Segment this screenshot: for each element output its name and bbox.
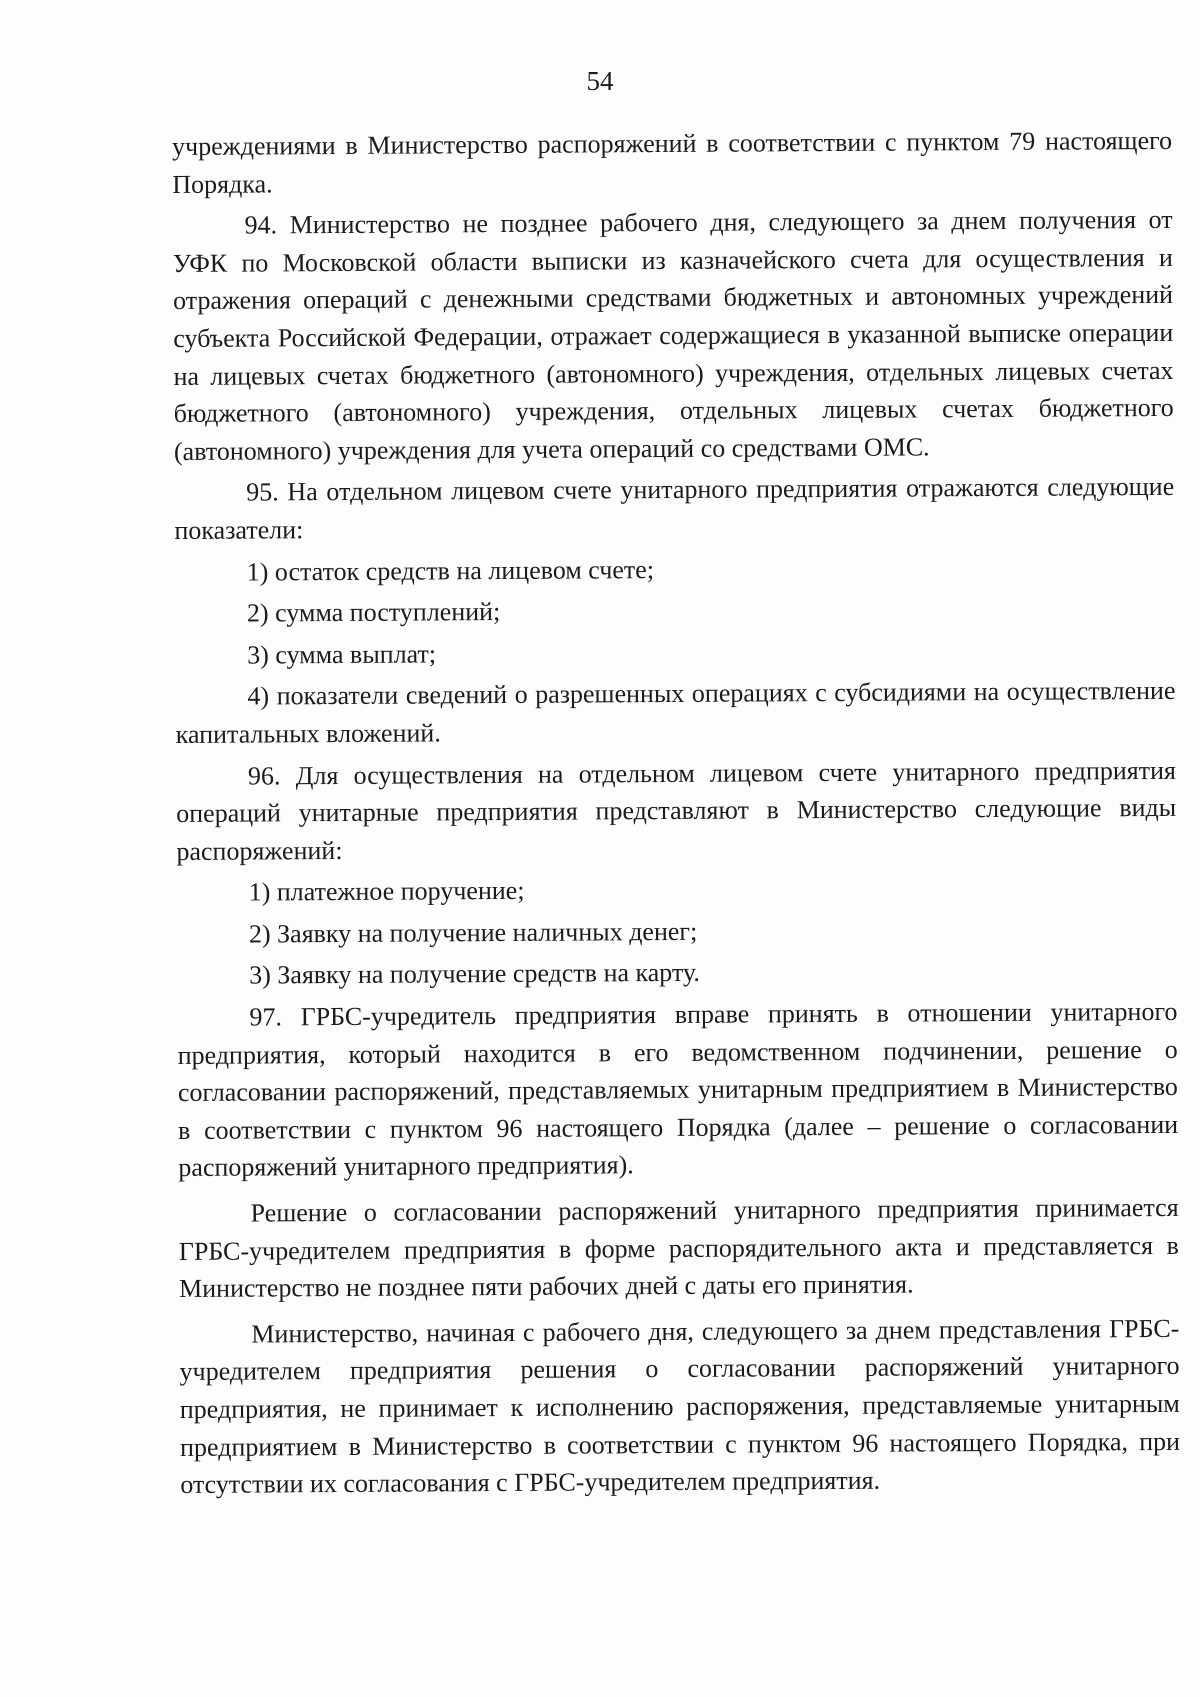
list-item-96-2: 2) Заявку на получение наличных денег; (248, 916, 698, 949)
paragraph-97: 97. ГРБС-учредитель предприятия вправе принять в отношении унитарного предприятия, который находится в его ведомственном подчинении, решение о согласовании распоряжений, представляемых унитарным предприятием в Министерство в соответствии с пунктом 96 настоящего Порядка (далее – решение о согласовании распоряжений унитарного предприятия). (177, 996, 1179, 1183)
list-item-96-1: 1) платежное поручение; (248, 876, 525, 907)
list-item-96-3: 3) Заявку на получение средств на карту. (249, 958, 700, 991)
paragraph-94: 94. Министерство не позднее рабочего дня, следующего за днем получения от УФК по Московской области выписки из казначейского счета для осуществления и отражения операций с денежными средствами бюджетных и автономных учреждений субъекта Российской Федерации, отражает содержащиеся в указанной выписке операции на лицевых счетах бюджетного (автономного) учреждения, отдельных лицевых счетах бюджетного (автономного) учреждения, отдельных лицевых счетах бюджетного (автономного) учреждения для учета операций со средствами ОМС. (172, 205, 1174, 466)
paragraph-97-decision: Решение о согласовании распоряжений унитарного предприятия принимается ГРБС-учредителем предприятия в форме распорядительного акта и представляется в Министерство не позднее пяти рабочих дней с даты его принятия. (178, 1192, 1179, 1304)
list-item-95-4: 4) показатели сведений о разрешенных операциях с субсидиями на осуществление капитальных вложений. (175, 676, 1176, 749)
list-item-95-3: 3) сумма выплат; (247, 639, 437, 670)
paragraph-96: 96. Для осуществления на отдельном лицевом счете унитарного предприятия операций унитарные предприятия представляют в Министерство следующие виды распоряжений: (176, 755, 1177, 866)
paragraph-continuation: учреждениями в Министерство распоряжений в соответствии с пунктом 79 настоящего Порядка. (172, 125, 1173, 199)
list-item-95-1: 1) остаток средств на лицевом счете; (246, 554, 655, 587)
paragraph-95: 95. На отдельном лицевом счете унитарного предприятия отражаются следующие показатели: (174, 472, 1175, 545)
paragraph-97-ministry: Министерство, начиная с рабочего дня, следующего за днем представления ГРБС-учредителем предприятия решения о согласовании распоряжений унитарного предприятия, не принимает к исполнению распоряжения, представляемые унитарным предприятием в Министерство в соответствии с пунктом 96 настоящего Порядка, при отсутствии их согласования с ГРБС-учредителем предприятия. (179, 1313, 1181, 1500)
page-number: 54 (586, 66, 614, 96)
document-body (172, 122, 1180, 1504)
list-item-95-2: 2) сумма поступлений; (246, 597, 501, 628)
